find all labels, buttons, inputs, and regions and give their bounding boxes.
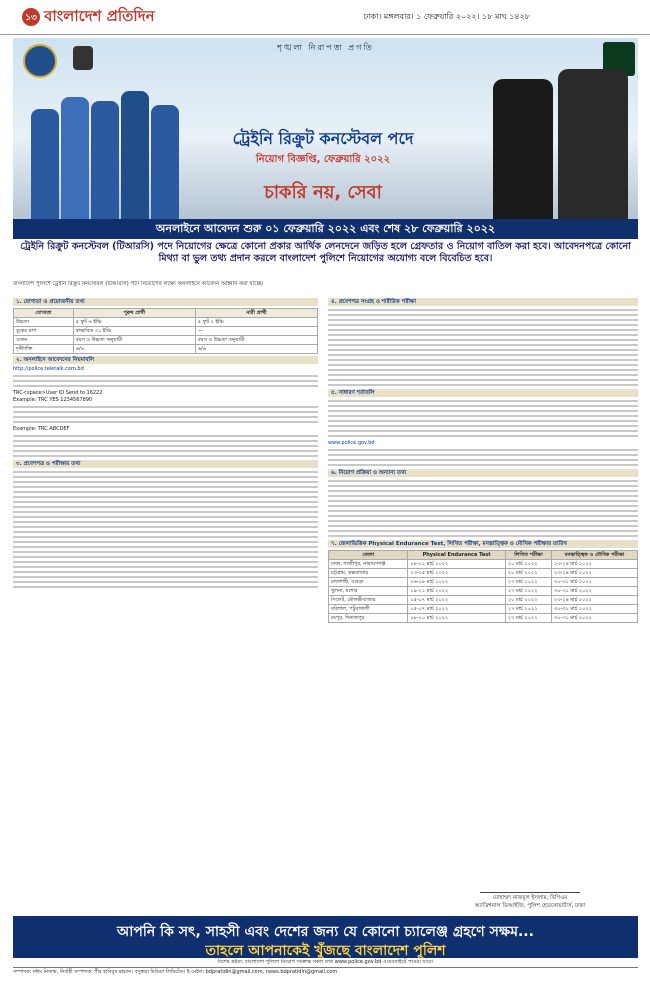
section-heading: ১. যোগ্যতা ও প্রয়োজনীয় তথ্য bbox=[13, 298, 318, 306]
signature-block bbox=[440, 880, 620, 911]
portrait-image bbox=[73, 46, 93, 70]
table-row: উচ্চতা ৫ ফুট ৬ ইঞ্চি ৫ ফুট ২ ইঞ্চি bbox=[14, 318, 318, 327]
table-row: রংপুর, দিনাজপুর ০৮-১০ মার্চ ২০২২ ২৭ মার্চ ২০২২ ৩০-৩১ মার্চ ২০২২ bbox=[329, 614, 638, 623]
sms-example: TRC<space>User ID Send to 16222 bbox=[13, 390, 103, 396]
signature-icon bbox=[480, 880, 580, 893]
hero-subtitle: নিয়োগ বিজ্ঞপ্তি, ফেব্রুয়ারি ২০২২ bbox=[255, 154, 391, 165]
swat-officers-image bbox=[483, 68, 633, 219]
signatory-name: মোহাম্মদ নাজমুল ইসলাম, বিপিএম bbox=[492, 895, 568, 901]
section-heading: ২. অনলাইনে আবেদনের নিয়মাবলি bbox=[13, 356, 318, 364]
sms-example: Example: TRC YES 1234567890 bbox=[13, 397, 93, 403]
hero-banner bbox=[13, 38, 638, 219]
slogan-line-2: তাহলে আপনাকেই খুঁজছে বাংলাদেশ পুলিশ bbox=[205, 943, 446, 959]
table-row: ঢাকা, গাজীপুর, নারায়ণগঞ্জ ০৮-১২ মার্চ ২০২২ ২০ মার্চ ২০২২ ২৩-২৪ মার্চ ২০২২ bbox=[329, 560, 638, 569]
qualification-table bbox=[13, 308, 318, 354]
hero-tagline: চাকরি নয়, সেবা bbox=[264, 182, 382, 203]
table-row: খুলনা, যশোর ১৯-২১ মার্চ ২০২২ ২৭ মার্চ ২০২২ ৩০-৩১ মার্চ ২০২২ bbox=[329, 587, 638, 596]
warning-text: ট্রেইনি রিক্রুট কনস্টেবল (টিআরসি) পদে নিয়োগের ক্ষেত্রে কোনো প্রকার আর্থিক লেনদেনে জড়িত হলে গ্রেফতার ও নিয়োগ বাতিল করা হবে। আবেদনপত্রে কোনো মিথ্যা বা ভুল তথ্য প্রদান করলে বাংলাদেশ পুলিশে নিয়োগের অযোগ্য বলে বিবেচিত হবে। bbox=[20, 241, 631, 264]
police-motto: শৃঙ্খলা নিরাপত্তা প্রগতি bbox=[277, 43, 374, 52]
table-row: রাজশাহী, বগুড়া ১৬-১৮ মার্চ ২০২২ ২৭ মার্চ ২০২২ ৩০-৩১ মার্চ ২০২২ bbox=[329, 578, 638, 587]
section-heading: ৩. প্রবেশপত্র ও পরীক্ষার তথ্য bbox=[13, 460, 318, 468]
table-row: বরিশাল, পটুয়াখালী ০৫-০৭ মার্চ ২০২২ ২৭ মার্চ ২০২২ ৩০-৩১ মার্চ ২০২২ bbox=[329, 605, 638, 614]
signatory-title: অ্যাডিশনাল ডিআইজি, পুলিশ হেডকোয়ার্টার্স, ঢাকা bbox=[474, 903, 586, 909]
section-heading: ৬. নিয়োগ প্রক্রিয়া ও অন্যান্য তথ্য bbox=[328, 469, 638, 477]
section-heading: ৫. সাধারণ শর্তাবলি bbox=[328, 389, 638, 397]
sms-example: Example: TRC ABCDEF bbox=[13, 426, 70, 432]
slogan-banner bbox=[13, 916, 638, 958]
left-column bbox=[13, 296, 318, 926]
police-emblem-icon bbox=[23, 44, 57, 78]
table-header: নারী প্রার্থী bbox=[195, 309, 317, 318]
right-column bbox=[328, 296, 638, 926]
table-header: লিখিত পরীক্ষা bbox=[505, 551, 551, 560]
table-row: দৃষ্টিশক্তি ৬/৬ ৬/৬ bbox=[14, 345, 318, 354]
slogan-line-1: আপনি কি সৎ, সাহসী এবং দেশের জন্য যে কোনো চ্যালেঞ্জ গ্রহণে সক্ষম... bbox=[117, 924, 534, 940]
table-header: Physical Endurance Test bbox=[408, 551, 505, 560]
hero-title: ট্রেইনি রিক্রুট কনস্টেবল পদে bbox=[232, 129, 414, 148]
application-dates-band: অনলাইনে আবেদন শুরু ০১ ফেব্রুয়ারি ২০২২ এবং শেষ ২৮ ফেব্রুয়ারি ২০২২ bbox=[13, 219, 638, 239]
table-header: জেলা bbox=[329, 551, 408, 560]
table-header: মনস্তাত্ত্বিক ও মৌখিক পরীক্ষা bbox=[552, 551, 638, 560]
newspaper-imprint: সম্পাদক: নঈম নিজাম, নির্বাহী সম্পাদক: পীর হাবিবুর রহমান। বসুন্ধরা মিডিয়া লিমিটেড। ই-মেইল: bdpratidin@gmail.com, news.bdpratidin@gmail.com bbox=[13, 967, 638, 975]
dateline: ঢাকা। মঙ্গলবার। ১ ফেব্রুয়ারি ২০২২। ১৮ মাঘ ১৪২৮ bbox=[363, 12, 530, 21]
table-row: ওজন বয়স ও উচ্চতা অনুযায়ী বয়স ও উচ্চতা অনুযায়ী bbox=[14, 336, 318, 345]
table-row: সিলেট, মৌলভীবাজার ০৫-০৭ মার্চ ২০২২ ২০ মার্চ ২০২২ ২৩-২৪ মার্চ ২০২২ bbox=[329, 596, 638, 605]
logo-badge: ১৩ bbox=[22, 8, 40, 26]
masthead bbox=[0, 0, 650, 35]
footnote: বিশেষ দ্রষ্টব্য: বাংলাদেশ পুলিশে নিয়োগ সংক্রান্ত সকল তথ্য www.police.gov.bd ওয়েবসাইটে পাওয়া যাবে। bbox=[217, 959, 434, 965]
table-header: পুরুষ প্রার্থী bbox=[73, 309, 195, 318]
table-header: যোগ্যতা bbox=[14, 309, 74, 318]
section-heading: ৭. জেলাভিত্তিক Physical Endurance Test, লিখিত পরীক্ষা, মনস্তাত্ত্বিক ও মৌখিক পরীক্ষার তারিখ bbox=[328, 540, 638, 548]
schedule-table bbox=[328, 550, 638, 623]
police-officers-image bbox=[31, 78, 181, 219]
web-link[interactable]: www.police.gov.bd bbox=[328, 440, 375, 446]
newspaper-logo[interactable] bbox=[22, 6, 155, 28]
web-link[interactable]: http://police.teletalk.com.bd bbox=[13, 366, 84, 372]
section-heading: ৪. প্রবেশপত্র সংগ্রহ ও শারীরিক পরীক্ষা bbox=[328, 298, 638, 306]
newspaper-name: বাংলাদেশ প্রতিদিন bbox=[44, 6, 155, 25]
notice-text: বাংলাদেশ পুলিশে ট্রেইনি রিক্রুট কনস্টেবল (টিআরসি) পদে নিয়োগের লক্ষ্যে অনলাইনে আবেদন আহ্বান করা যাচ্ছে। bbox=[13, 281, 264, 287]
table-row: চট্টগ্রাম, কক্সবাজার ১৩-১৫ মার্চ ২০২২ ২০ মার্চ ২০২২ ২৩-২৪ মার্চ ২০২২ bbox=[329, 569, 638, 578]
table-row: বুকের মাপ স্বাভাবিক ৩১ ইঞ্চি — bbox=[14, 327, 318, 336]
